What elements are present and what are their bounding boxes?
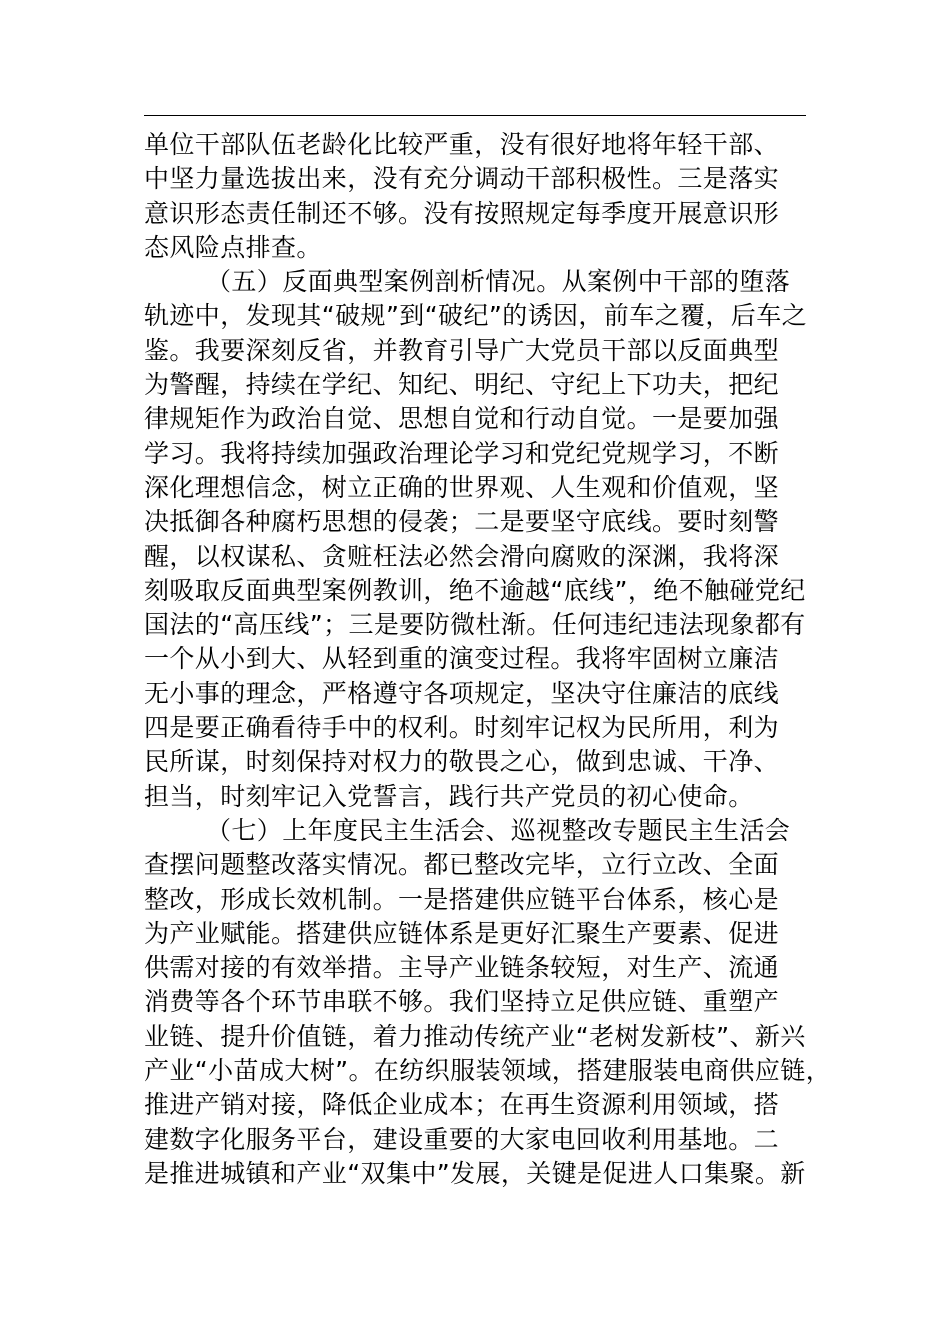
text-line: 为产业赋能。搭建供应链体系是更好汇聚生产要素、促进 (144, 918, 780, 948)
text-line: 一个从小到大、从轻到重的演变过程。我将牢固树立廉洁 (144, 644, 780, 674)
text-line: 轨迹中，发现其“破规”到“破纪”的诱因，前车之覆，后车之 (144, 301, 808, 331)
text-line: 业链、提升价值链，着力推动传统产业“老树发新枝”、新兴 (144, 1021, 806, 1051)
section-heading-line: （七）上年度民主生活会、巡视整改专题民主生活会 (206, 815, 791, 845)
text-line: 态风险点排查。 (144, 232, 322, 262)
text-line: 民所谋，时刻保持对权力的敬畏之心，做到忠诚、干净、 (144, 747, 780, 777)
text-line: 为警醒，持续在学纪、知纪、明纪、守纪上下功夫，把纪 (144, 370, 780, 400)
text-line: 律规矩作为政治自觉、思想自觉和行动自觉。一是要加强 (144, 404, 780, 434)
text-line: 供需对接的有效举措。主导产业链条较短，对生产、流通 (144, 953, 780, 983)
text-line: 国法的“高压线”；三是要防微杜渐。任何违纪违法现象都有 (144, 610, 806, 640)
text-line: 是推进城镇和产业“双集中”发展，关键是促进人口集聚。新 (144, 1158, 806, 1188)
text-line: 查摆问题整改落实情况。都已整改完毕，立行立改、全面 (144, 850, 780, 880)
text-line: 学习。我将持续加强政治理论学习和党纪党规学习，不断 (144, 438, 780, 468)
text-line: 中坚力量选拔出来，没有充分调动干部积极性。三是落实 (144, 164, 780, 194)
text-line: 决抵御各种腐朽思想的侵袭；二是要坚守底线。要时刻警 (144, 507, 780, 537)
text-line: 产业“小苗成大树”。在纺织服装领域，搭建服装电商供应链， (144, 1056, 832, 1086)
text-line: 四是要正确看待手中的权利。时刻牢记权为民所用，利为 (144, 713, 780, 743)
text-line: 无小事的理念，严格遵守各项规定，坚决守住廉洁的底线 (144, 678, 780, 708)
text-line: 整改，形成长效机制。一是搭建供应链平台体系，核心是 (144, 884, 780, 914)
section-heading-line: （五）反面典型案例剖析情况。从案例中干部的堕落 (206, 267, 791, 297)
text-line: 鉴。我要深刻反省，并教育引导广大党员干部以反面典型 (144, 335, 780, 365)
text-line: 担当，时刻牢记入党誓言，践行共产党员的初心使命。 (144, 781, 754, 811)
text-line: 建数字化服务平台，建设重要的大家电回收利用基地。二 (144, 1124, 780, 1154)
text-line: 刻吸取反面典型案例教训，绝不逾越“底线”，绝不触碰党纪 (144, 575, 806, 605)
text-line: 深化理想信念，树立正确的世界观、人生观和价值观，坚 (144, 472, 780, 502)
text-line: 单位干部队伍老龄化比较严重，没有很好地将年轻干部、 (144, 130, 780, 159)
body-text (144, 128, 832, 1191)
text-line: 消费等各个环节串联不够。我们坚持立足供应链、重塑产 (144, 987, 780, 1017)
text-line: 醒，以权谋私、贪赃枉法必然会滑向腐败的深渊，我将深 (144, 541, 780, 571)
text-line: 意识形态责任制还不够。没有按照规定每季度开展意识形 (144, 198, 780, 228)
text-line: 推进产销对接，降低企业成本；在再生资源利用领域，搭 (144, 1090, 780, 1120)
header-rule (144, 115, 806, 116)
